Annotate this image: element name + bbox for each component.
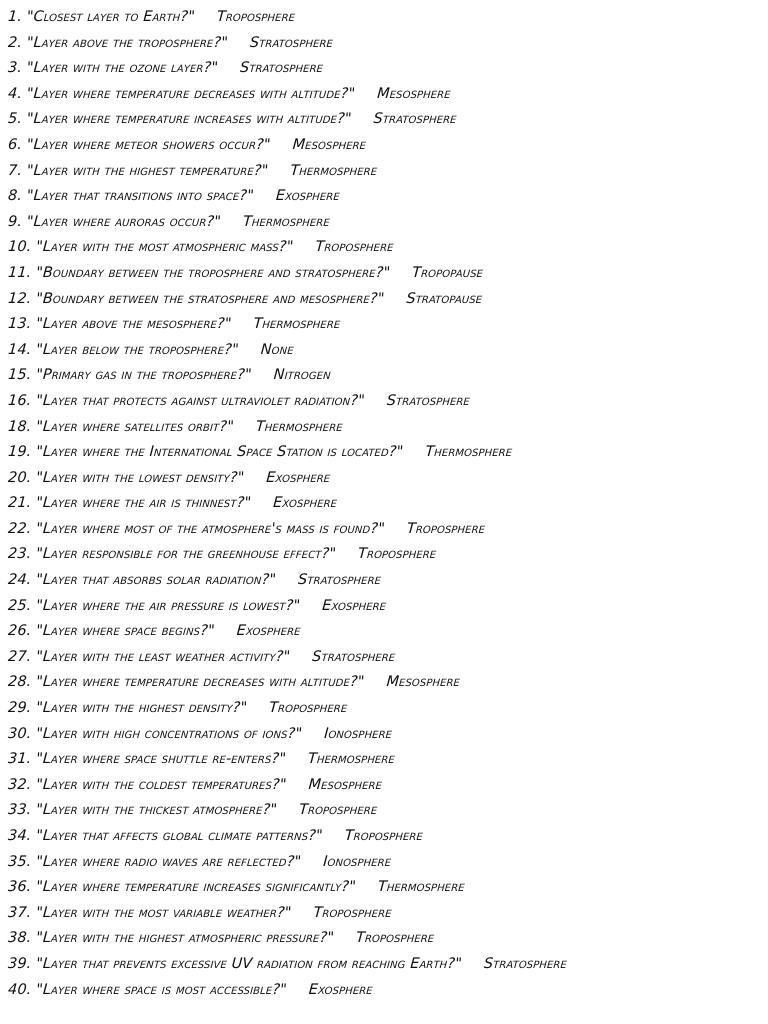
question-text: 18. "Layer where satellites orbit?" <box>7 418 235 435</box>
answer-text: Troposphere <box>216 9 296 25</box>
question-text: 35. "Layer where radio waves are reflected?" <box>7 853 302 870</box>
qa-row <box>7 235 761 261</box>
question-text: 21. "Layer where the air is thinnest?" <box>7 495 252 512</box>
qa-row <box>7 619 761 645</box>
qa-row <box>7 440 761 466</box>
answer-text: Stratosphere <box>239 60 324 77</box>
question-text: 20. "Layer with the lowest density?" <box>7 469 245 486</box>
answer-text: Ionosphere <box>322 853 392 870</box>
answer-text: Troposphere <box>268 700 348 717</box>
question-text: 15. "Primary gas in the troposphere?" <box>7 367 253 384</box>
answer-text: Mesosphere <box>307 776 383 793</box>
answer-text: Exosphere <box>275 188 341 205</box>
answer-text: Troposphere <box>298 802 378 819</box>
answer-text: Mesosphere <box>385 674 461 691</box>
question-text: 6. "Layer where meteor showers occur?" <box>7 136 272 153</box>
answer-text: Thermosphere <box>377 879 466 896</box>
question-text: 9. "Layer where auroras occur?" <box>7 213 222 230</box>
answer-text: Thermosphere <box>289 162 378 179</box>
answer-text: Stratosphere <box>386 392 471 409</box>
answer-text: Troposphere <box>312 904 393 921</box>
answer-text: Exosphere <box>272 495 338 512</box>
question-text: 33. "Layer with the thickest atmosphere?" <box>7 802 278 819</box>
qa-row <box>7 184 761 210</box>
qa-row <box>7 31 761 57</box>
qa-row <box>7 773 761 799</box>
qa-row <box>7 594 761 620</box>
qa-row <box>7 363 761 389</box>
answer-text: Troposphere <box>344 828 424 844</box>
question-text: 27. "Layer with the least weather activity?" <box>7 648 291 665</box>
question-text: 5. "Layer where temperature increases with altitude?" <box>7 111 353 128</box>
question-text: 29. "Layer with the highest density?" <box>7 700 248 717</box>
qa-row <box>7 312 761 338</box>
qa-row <box>7 926 761 952</box>
answer-text: Stratosphere <box>249 34 334 51</box>
qa-row <box>7 670 761 696</box>
qa-row <box>7 722 761 748</box>
qa-row <box>7 517 761 543</box>
answer-text: Thermosphere <box>252 316 341 333</box>
question-text: 25. "Layer where the air pressure is lowest?" <box>7 597 301 614</box>
qa-row <box>7 133 761 159</box>
qa-row <box>7 159 761 185</box>
question-text: 22. "Layer where most of the atmosphere's mass is found?" <box>7 520 386 537</box>
question-text: 34. "Layer that affects global climate patterns?" <box>7 828 324 844</box>
question-text: 28. "Layer where temperature decreases with altitude?" <box>7 674 366 691</box>
question-text: 7. "Layer with the highest temperature?" <box>7 162 269 179</box>
question-text: 37. "Layer with the most variable weather?" <box>7 904 293 921</box>
answer-text: Stratopause <box>405 290 483 307</box>
answer-text: Mesosphere <box>292 136 367 153</box>
qa-row <box>7 5 761 31</box>
question-text: 2. "Layer above the troposphere?" <box>7 34 229 51</box>
answer-text: Mesosphere <box>376 85 452 102</box>
question-text: 23. "Layer responsible for the greenhouse effect?" <box>7 546 337 563</box>
qa-row <box>7 210 761 236</box>
question-text: 39. "Layer that prevents excessive UV radiation from reaching Earth?" <box>7 955 463 972</box>
qa-row <box>7 824 761 850</box>
qa-row <box>7 542 761 568</box>
question-text: 4. "Layer where temperature decreases with altitude?" <box>7 85 356 102</box>
qa-row <box>7 82 761 108</box>
answer-text: Stratosphere <box>311 648 396 665</box>
question-text: 11. "Boundary between the troposphere and stratosphere?" <box>7 264 391 281</box>
answer-text: None <box>260 341 295 358</box>
answer-text: Exosphere <box>321 597 387 614</box>
question-text: 12. "Boundary between the stratosphere and mesosphere?" <box>7 290 385 307</box>
question-text: 26. "Layer where space begins?" <box>7 623 216 640</box>
qa-row <box>7 978 761 1004</box>
qa-row <box>7 107 761 133</box>
question-text: 1. "Closest layer to Earth?" <box>7 9 196 25</box>
qa-row <box>7 466 761 492</box>
qa-row <box>7 491 761 517</box>
qa-list <box>8 5 760 1003</box>
question-text: 24. "Layer that absorbs solar radiation?" <box>7 572 277 589</box>
question-text: 40. "Layer where space is most accessible?" <box>7 981 288 998</box>
qa-row <box>7 261 761 287</box>
answer-text: Thermosphere <box>424 444 513 461</box>
answer-text: Tropopause <box>411 264 484 281</box>
question-text: 32. "Layer with the coldest temperatures?" <box>7 776 288 793</box>
answer-text: Thermosphere <box>242 213 331 230</box>
answer-text: Troposphere <box>357 546 437 563</box>
question-text: 13. "Layer above the mesosphere?" <box>7 316 233 333</box>
qa-row <box>7 56 761 82</box>
answer-text: Stratosphere <box>483 955 568 972</box>
question-text: 38. "Layer with the highest atmospheric pressure?" <box>7 930 335 947</box>
question-text: 36. "Layer where temperature increases significantly?" <box>7 879 357 896</box>
answer-text: Troposphere <box>314 239 395 256</box>
qa-row <box>7 568 761 594</box>
question-text: 10. "Layer with the most atmospheric mass?" <box>7 239 294 256</box>
question-text: 30. "Layer with high concentrations of ions?" <box>7 725 303 742</box>
qa-row <box>7 389 761 415</box>
answer-text: Stratosphere <box>297 572 382 589</box>
qa-row <box>7 645 761 671</box>
qa-row <box>7 875 761 901</box>
qa-row <box>7 747 761 773</box>
qa-row <box>7 287 761 313</box>
question-text: 3. "Layer with the ozone layer?" <box>7 60 219 77</box>
qa-row <box>7 798 761 824</box>
question-text: 16. "Layer that protects against ultraviolet radiation?" <box>7 392 366 409</box>
question-text: 19. "Layer where the International Space Station is located?" <box>7 444 404 461</box>
qa-row <box>7 901 761 927</box>
qa-row <box>7 952 761 978</box>
qa-row <box>7 850 761 876</box>
answer-text: Thermosphere <box>255 418 344 435</box>
qa-row <box>7 415 761 441</box>
answer-text: Exosphere <box>236 623 302 640</box>
answer-text: Troposphere <box>406 520 486 537</box>
answer-text: Nitrogen <box>273 367 332 384</box>
question-text: 8. "Layer that transitions into space?" <box>7 188 255 205</box>
question-text: 31. "Layer where space shuttle re-enters?" <box>7 751 287 768</box>
qa-row <box>7 338 761 364</box>
answer-text: Stratosphere <box>373 111 458 128</box>
qa-row <box>7 696 761 722</box>
answer-text: Exosphere <box>308 981 374 998</box>
question-text: 14. "Layer below the troposphere?" <box>7 341 240 358</box>
answer-text: Exosphere <box>265 469 331 486</box>
answer-text: Thermosphere <box>307 751 396 768</box>
answer-text: Troposphere <box>355 930 435 947</box>
answer-text: Ionosphere <box>323 725 393 742</box>
